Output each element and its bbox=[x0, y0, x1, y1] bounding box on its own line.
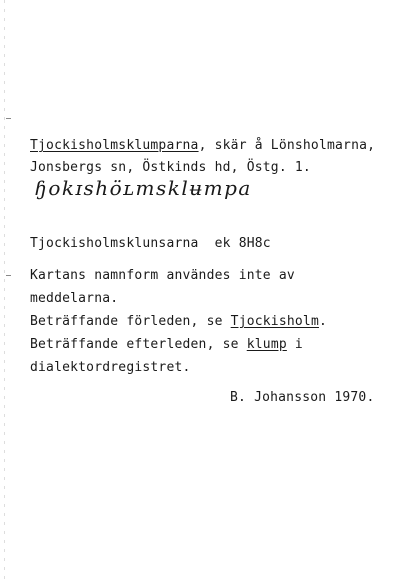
reference-link-klump[interactable]: klump bbox=[246, 337, 287, 352]
line-4: Kartans namnform användes inte av bbox=[30, 268, 295, 283]
reference-text-tail: i bbox=[286, 337, 303, 352]
signature: B. Johansson 1970. bbox=[230, 390, 375, 405]
headword-description: , skär å Lönsholmarna, bbox=[198, 138, 376, 153]
edge-mark bbox=[6, 118, 11, 119]
card-edge bbox=[4, 0, 5, 580]
line-2: Jonsbergs sn, Östkinds hd, Östg. 1. bbox=[30, 160, 311, 175]
reference-link-tjockisholm[interactable]: Tjockisholm bbox=[230, 314, 319, 329]
line-5: meddelarna. bbox=[30, 291, 119, 306]
line-3: Tjockisholmsklunsarna ek 8H8c bbox=[30, 236, 271, 251]
line-6 bbox=[30, 314, 327, 330]
headword: Tjockisholmsklumparna bbox=[30, 138, 199, 153]
reference-text: Beträffande efterleden, se bbox=[30, 337, 247, 352]
line-1 bbox=[30, 138, 375, 154]
line-8: dialektordregistret. bbox=[30, 360, 191, 375]
line-7 bbox=[30, 337, 303, 353]
edge-mark bbox=[6, 275, 11, 276]
reference-text: Beträffande förleden, se bbox=[30, 314, 231, 329]
punctuation: . bbox=[318, 314, 327, 329]
phonetic-transcription: ɧokɪshöʟmsklʉmpa bbox=[34, 176, 252, 200]
